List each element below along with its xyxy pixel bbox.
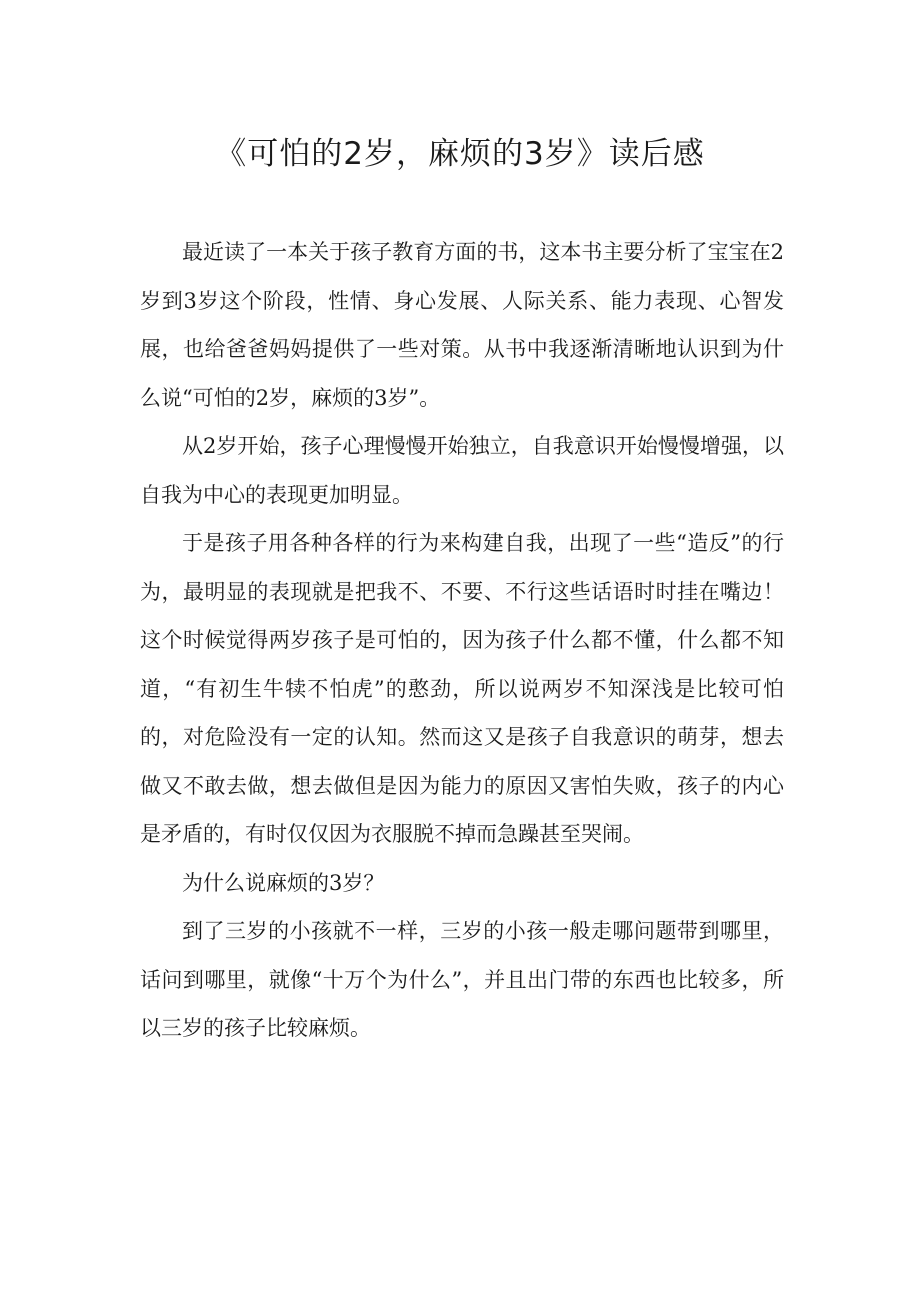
document-title: 《可怕的2岁，麻烦的3岁》读后感 [215,136,705,172]
section-question: 为什么说麻烦的3岁？ [182,870,385,895]
paragraph: 于是孩子用各种各样的行为来构建自我，出现了一些“造反”的行为，最明显的表现就是把我不、不要、不行这些话语时时挂在嘴边！这个时候觉得两岁孩子是可怕的，因为孩子什么都不懂，什么都不知道，“有初生牛犊不怕虎”的憨劲，所以说两岁不知深浅是比较可怕的，对危险没有一定的认知。然而这又是孩子自我意识的萌芽，想去做又不敢去做，想去做但是因为能力的原因又害怕失败，孩子的内心是矛盾的，有时仅仅因为衣服脱不掉而急躁甚至哭闹。 [140,531,784,846]
paragraph: 从2岁开始，孩子心理慢慢开始独立，自我意识开始慢慢增强，以自我为中心的表现更加明显。 [140,434,784,507]
document-body [140,228,784,1053]
paragraph: 到了三岁的小孩就不一样，三岁的小孩一般走哪问题带到哪里，话问到哪里，就像“十万个为什么”，并且出门带的东西也比较多，所以三岁的孩子比较麻烦。 [140,919,784,1040]
paragraph: 最近读了一本关于孩子教育方面的书，这本书主要分析了宝宝在2岁到3岁这个阶段，性情、身心发展、人际关系、能力表现、心智发展，也给爸爸妈妈提供了一些对策。从书中我逐渐清晰地认识到为什么说“可怕的2岁，麻烦的3岁”。 [140,240,784,410]
